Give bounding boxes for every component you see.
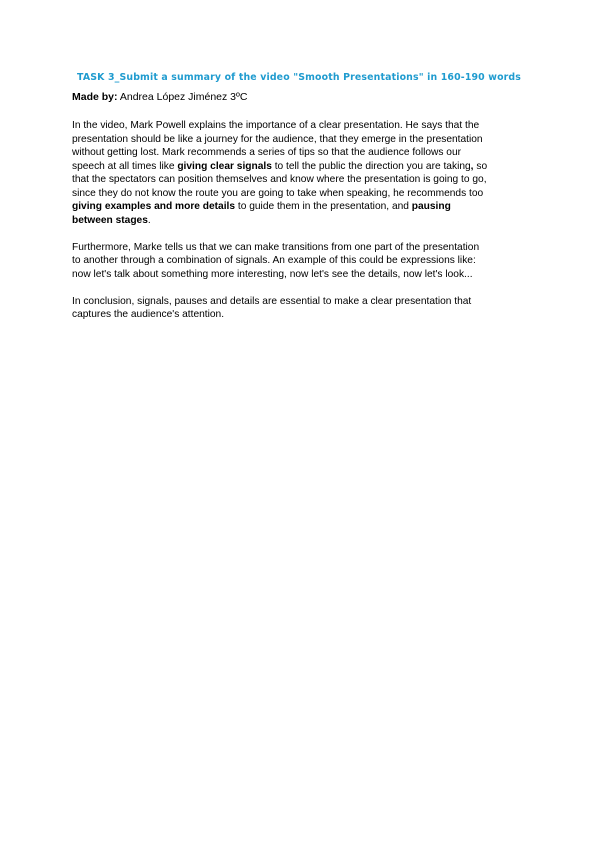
author-label: Made by:: [72, 91, 118, 103]
text-run: so: [473, 160, 488, 172]
paragraph-3-line-2: captures the audience's attention.: [72, 309, 225, 320]
author-name: Andrea López Jiménez 3ºC: [119, 91, 248, 103]
paragraph-1-line-3: without getting lost. Mark recommends a series of tips so that the audience follows our: [72, 147, 462, 158]
paragraph-2-line-3: now let's talk about something more interesting, now let's see the details, now let's look...: [72, 268, 473, 280]
paragraph-2: [72, 241, 534, 282]
bold-text-run: between stages: [72, 214, 148, 226]
paragraph-1-line-5: that the spectators can position themselves and know where the presentation is going to go,: [72, 174, 487, 185]
paragraph-3-line-1: In conclusion, signals, pauses and details are essential to make a clear presentation that: [72, 295, 472, 307]
paragraph-1: [72, 119, 534, 227]
paragraph-2-line-1: Furthermore, Marke tells us that we can make transitions from one part of the presentation: [72, 241, 480, 253]
text-run: .: [147, 214, 151, 226]
paragraph-1-line-4: [72, 160, 534, 174]
paragraph-1-line-7: [72, 200, 534, 214]
text-run: speech at all times like: [72, 160, 178, 172]
bold-comma: ,: [470, 160, 474, 172]
document-body: [72, 119, 534, 335]
paragraph-1-line-8: [72, 214, 534, 228]
bold-text-run: giving examples and more details: [72, 201, 236, 212]
bold-text-run: giving clear signals: [177, 160, 272, 172]
paragraph-1-line-6: since they do not know the route you are going to take when speaking, he recommends too: [72, 187, 484, 199]
text-run: to tell the public the direction you are taking: [271, 160, 471, 172]
author-line: [72, 91, 247, 103]
bold-text-run: pausing: [411, 201, 451, 212]
text-run: to guide them in the presentation, and: [235, 201, 412, 212]
paragraph-1-line-2: presentation should be like a journey for the audience, that they emerge in the presentation: [72, 133, 483, 145]
paragraph-2-line-2: to another through a combination of signals. An example of this could be expressions like:: [72, 255, 476, 266]
paragraph-1-line-1: In the video, Mark Powell explains the importance of a clear presentation. He says that the: [72, 120, 480, 131]
paragraph-3: [72, 295, 534, 322]
document-title: TASK 3_Submit a summary of the video "Smooth Presentations" in 160-190 words: [77, 72, 522, 83]
